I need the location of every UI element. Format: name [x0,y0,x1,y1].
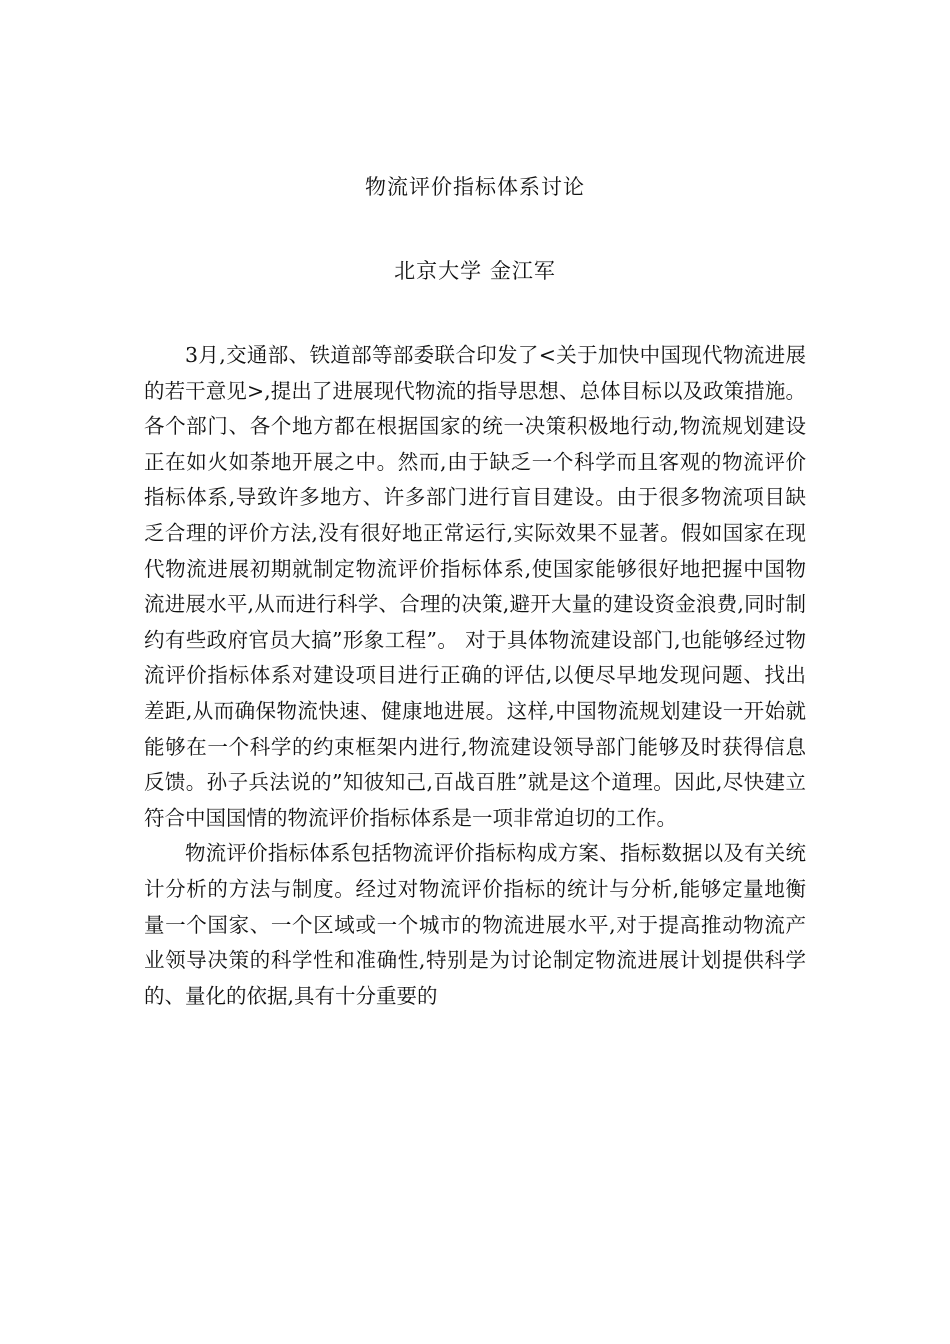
body-paragraph: 3月,交通部、铁道部等部委联合印发了<关于加快中国现代物流进展的若干意见>,提出了进展现代物流的指导思想、总体目标以及政策措施。各个部门、各个地方都在根据国家的统一决策积极地行动,物流规划建设正在如火如荼地开展之中。然而,由于缺乏一个科学而且客观的物流评价指标体系,导致许多地方、许多部门进行盲目建设。由于很多物流项目缺乏合理的评价方法,没有很好地正常运行,实际效果不显著。假如国家在现代物流进展初期就制定物流评价指标体系,使国家能够很好地把握中国物流进展水平,从而进行科学、合理的决策,避开大量的建设资金浪费,同时制约有些政府官员大搞”形象工程”。 对于具体物流建设部门,也能够经过物流评价指标体系对建设项目进行正确的评估,以便尽早地发现问题、找出差距,从而确保物流快速、健康地进展。这样,中国物流规划建设一开始就能够在一个科学的约束框架内进行,物流建设领导部门能够及时获得信息反馈。孙子兵法说的”知彼知己,百战百胜”就是这个道理。因此,尽快建立符合中国国情的物流评价指标体系是一项非常迫切的工作。 [144,343,806,830]
body-paragraph: 物流评价指标体系包括物流评价指标构成方案、指标数据以及有关统计分析的方法与制度。经过对物流评价指标的统计与分析,能够定量地衡量一个国家、一个区域或一个城市的物流进展水平,对于提高推动物流产业领导决策的科学性和准确性,特别是为讨论制定物流进展计划提供科学的、量化的依据,具有十分重要的 [144,841,806,1008]
document-author: 北京大学 金江军 [394,259,556,283]
document-body [144,338,806,1014]
document-title: 物流评价指标体系讨论 [365,175,585,199]
